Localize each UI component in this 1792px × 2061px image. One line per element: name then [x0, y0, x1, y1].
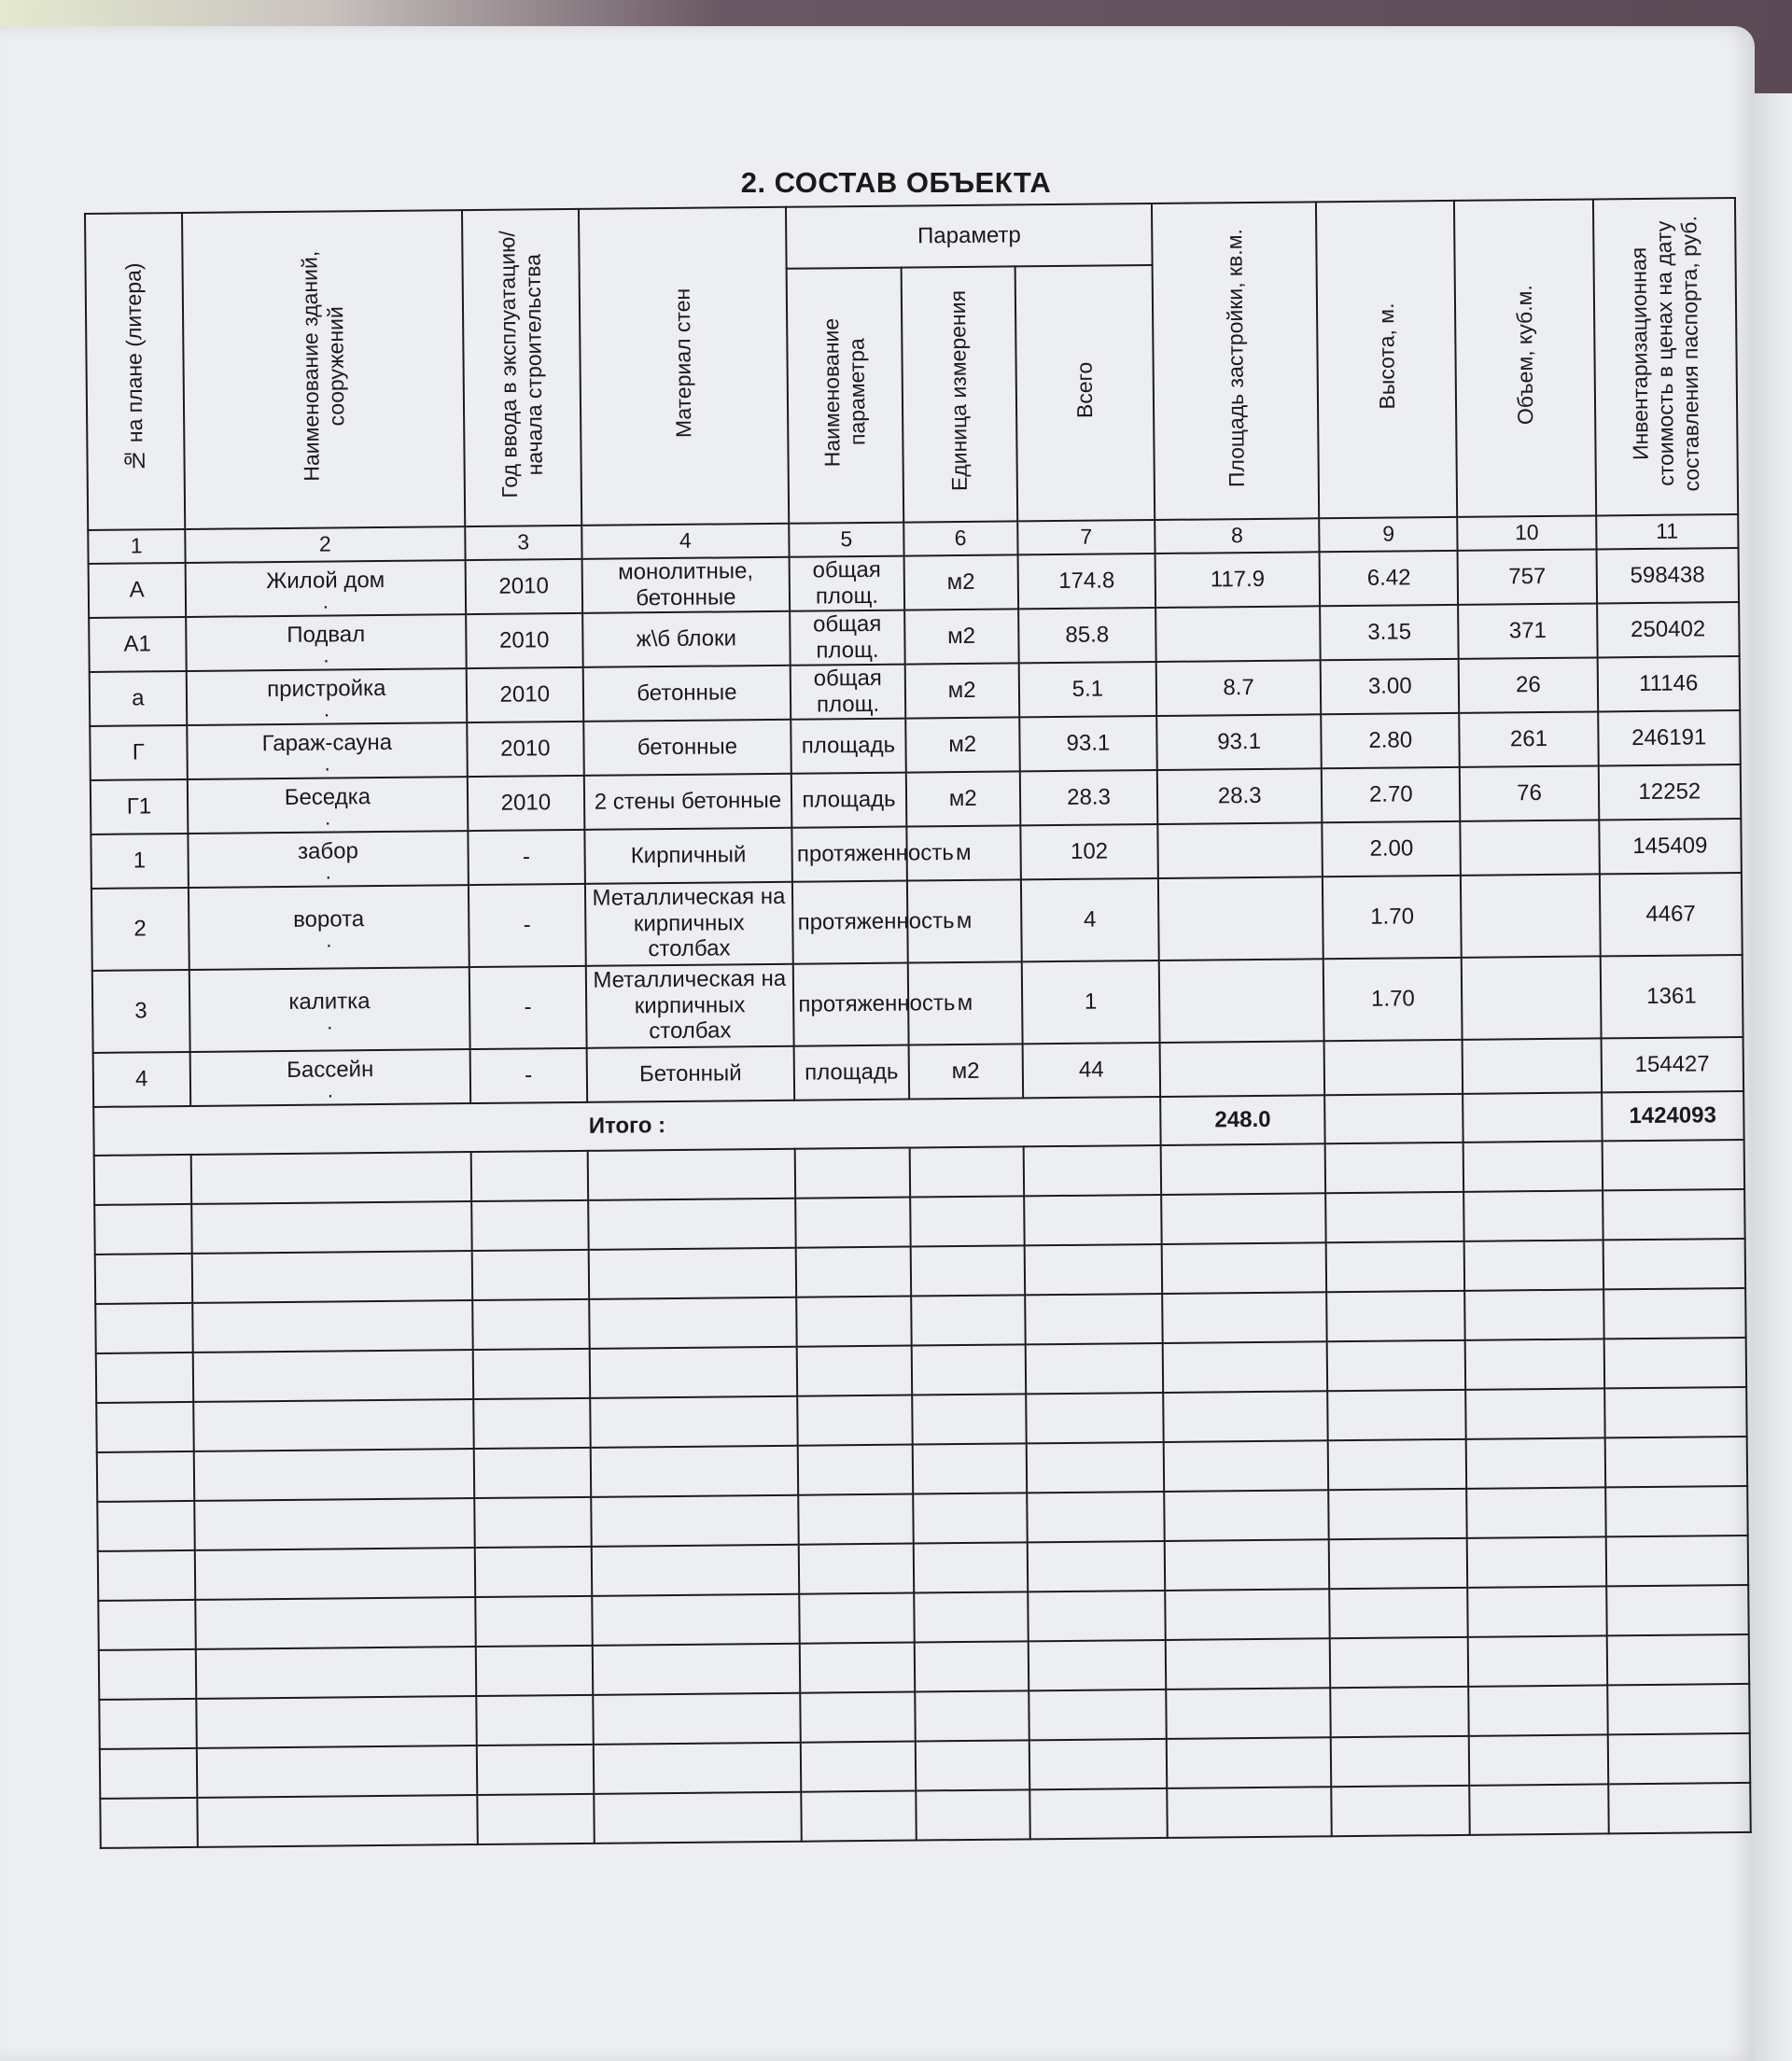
cost-cell: 12252: [1598, 764, 1741, 820]
column-number: 5: [790, 522, 904, 556]
height-cell: 3.00: [1321, 658, 1460, 713]
empty-cell: [588, 1247, 796, 1298]
empty-cell: [590, 1445, 798, 1496]
empty-cell: [1326, 1290, 1465, 1340]
empty-cell: [1166, 1688, 1331, 1739]
empty-cell: [1329, 1537, 1468, 1588]
empty-cell: [1603, 1288, 1746, 1339]
empty-cell: [97, 1451, 194, 1502]
name-cell: забор .: [188, 831, 469, 888]
empty-cell: [798, 1444, 913, 1494]
area-cell: 8.7: [1156, 660, 1322, 716]
building-name: калитка: [288, 988, 371, 1016]
material-cell: Кирпичный: [584, 827, 792, 883]
empty-cell: [1470, 1784, 1609, 1834]
empty-cell: [1167, 1737, 1332, 1788]
table-row: [91, 873, 1743, 971]
unit-cell: м2: [904, 609, 1019, 664]
empty-cell: [912, 1394, 1027, 1444]
header-year: Год ввода в эксплуатацию/начала строительства: [462, 209, 581, 526]
total-cell: 4: [1021, 878, 1159, 961]
empty-cell: [1025, 1294, 1163, 1344]
unit-cell: м2: [903, 554, 1018, 610]
empty-cell: [800, 1592, 915, 1643]
liter-cell: Г: [90, 725, 187, 780]
header-cost: Инвентаризационная стоимость в ценах на дату составления паспорта, руб.: [1593, 198, 1739, 515]
empty-cell: [99, 1649, 196, 1700]
material-cell: бетонные: [582, 665, 791, 721]
empty-cell: [98, 1550, 195, 1601]
empty-cell: [799, 1493, 914, 1544]
empty-cell: [1162, 1242, 1327, 1294]
volume-cell: [1463, 1038, 1602, 1093]
empty-cell: [190, 1152, 471, 1204]
material-cell: Бетонный: [586, 1045, 794, 1101]
empty-cell: [592, 1593, 800, 1645]
unit-cell: м2: [904, 663, 1019, 718]
empty-cell: [94, 1155, 191, 1205]
empty-cell: [1028, 1541, 1166, 1591]
empty-cell: [1326, 1241, 1465, 1291]
cost-cell: 598438: [1596, 548, 1739, 603]
empty-cell: [1027, 1442, 1165, 1493]
total-cell: 93.1: [1019, 716, 1157, 771]
table-body: [89, 548, 1751, 1848]
empty-cell: [472, 1298, 589, 1349]
area-cell: [1159, 959, 1324, 1043]
empty-cell: [94, 1204, 191, 1255]
liter-cell: А1: [89, 617, 186, 672]
liter-cell: А: [89, 563, 186, 618]
empty-cell: [910, 1196, 1025, 1246]
empty-cell: [191, 1251, 472, 1303]
area-cell: [1155, 606, 1321, 662]
empty-cell: [1468, 1586, 1607, 1636]
year-cell: 2010: [467, 666, 583, 722]
empty-cell: [801, 1741, 916, 1791]
building-name: Подвал: [287, 622, 366, 649]
empty-cell: [915, 1740, 1029, 1790]
area-cell: 93.1: [1156, 714, 1322, 770]
volume-cell: 371: [1459, 603, 1598, 658]
material-cell: 2 стены бетонные: [583, 773, 791, 829]
empty-cell: [1603, 1338, 1746, 1388]
empty-cell: [1163, 1341, 1328, 1393]
empty-cell: [1029, 1689, 1167, 1740]
empty-cell: [916, 1789, 1030, 1840]
cost-cell: 11146: [1597, 656, 1740, 711]
area-cell: [1160, 1041, 1325, 1097]
height-cell: 1.70: [1323, 875, 1462, 958]
empty-cell: [195, 1597, 476, 1649]
empty-cell: [591, 1494, 799, 1546]
year-cell: 2010: [466, 558, 582, 613]
height-cell: 2.00: [1323, 820, 1462, 876]
empty-cell: [1603, 1189, 1745, 1240]
column-number: 6: [903, 521, 1018, 555]
building-name: пристройка: [267, 676, 386, 703]
building-name: Жилой дом: [265, 568, 385, 595]
empty-cell: [913, 1542, 1028, 1592]
unit-cell: м2: [905, 717, 1020, 772]
empty-cell: [1166, 1638, 1331, 1689]
unit-cell: м2: [908, 1044, 1023, 1099]
empty-cell: [96, 1353, 193, 1403]
cost-cell: 4467: [1599, 873, 1742, 956]
totals-height: [1324, 1093, 1463, 1143]
empty-cell: [1026, 1393, 1164, 1443]
unit-cell: м2: [905, 771, 1020, 826]
empty-cell: [1328, 1488, 1467, 1538]
volume-cell: [1462, 956, 1601, 1039]
totals-area: 248.0: [1160, 1095, 1325, 1145]
column-number: 3: [465, 525, 581, 559]
liter-cell: 3: [92, 970, 189, 1053]
empty-cell: [915, 1690, 1029, 1741]
empty-cell: [795, 1197, 910, 1247]
empty-cell: [590, 1395, 798, 1447]
empty-cell: [1325, 1191, 1464, 1241]
empty-cell: [592, 1643, 800, 1694]
empty-cell: [474, 1496, 591, 1547]
liter-cell: 1: [91, 834, 188, 889]
header-build-area: Площадь застройки, кв.м.: [1152, 202, 1319, 519]
volume-cell: [1461, 820, 1600, 875]
material-cell: бетонные: [583, 719, 791, 775]
empty-cell: [1325, 1142, 1464, 1192]
empty-cell: [1029, 1739, 1168, 1789]
column-number: 1: [88, 529, 185, 564]
header-param-name: Наименование параметра: [787, 268, 903, 524]
page-title: 2. СОСТАВ ОБЪЕКТА: [740, 166, 1052, 199]
header-height: Высота, м.: [1316, 201, 1457, 518]
empty-cell: [1463, 1141, 1603, 1191]
empty-cell: [800, 1642, 915, 1692]
empty-cell: [1165, 1589, 1330, 1640]
object-composition-table: [84, 197, 1752, 1849]
empty-cell: [473, 1397, 590, 1448]
empty-cell: [1331, 1785, 1470, 1835]
empty-cell: [1164, 1440, 1329, 1492]
total-cell: 28.3: [1020, 770, 1158, 825]
empty-cell: [99, 1699, 196, 1749]
area-cell: [1157, 822, 1323, 878]
empty-cell: [1467, 1487, 1606, 1537]
name-cell: Беседка .: [187, 777, 468, 834]
empty-cell: [796, 1246, 911, 1297]
area-cell: [1158, 876, 1323, 960]
empty-cell: [471, 1199, 588, 1250]
area-cell: 117.9: [1155, 552, 1321, 608]
empty-cell: [194, 1498, 475, 1550]
totals-cost: 1424093: [1602, 1091, 1744, 1141]
empty-cell: [1606, 1634, 1749, 1685]
empty-cell: [1330, 1636, 1469, 1687]
param-cell: общая площ.: [791, 664, 905, 719]
empty-cell: [1164, 1490, 1329, 1541]
param-cell: протяженность: [792, 880, 907, 963]
empty-cell: [593, 1742, 801, 1793]
empty-cell: [1327, 1389, 1466, 1439]
empty-cell: [1027, 1492, 1165, 1542]
empty-cell: [1024, 1195, 1162, 1245]
param-cell: общая площ.: [790, 555, 904, 610]
empty-cell: [1464, 1240, 1603, 1290]
empty-cell: [801, 1691, 916, 1742]
empty-cell: [474, 1447, 591, 1497]
empty-cell: [914, 1591, 1029, 1642]
empty-cell: [475, 1546, 592, 1596]
empty-cell: [910, 1245, 1025, 1296]
empty-cell: [472, 1249, 589, 1299]
empty-cell: [1607, 1733, 1750, 1784]
empty-cell: [194, 1548, 475, 1600]
empty-cell: [1329, 1587, 1468, 1637]
empty-cell: [98, 1600, 195, 1650]
volume-cell: 757: [1458, 549, 1597, 604]
empty-cell: [1603, 1239, 1745, 1289]
empty-cell: [797, 1345, 912, 1395]
building-name: забор: [297, 838, 358, 864]
year-cell: 2010: [466, 612, 582, 667]
empty-cell: [195, 1647, 476, 1699]
name-cell: Бассейн .: [189, 1049, 470, 1106]
header-liter: № на плане (литера): [85, 213, 185, 530]
empty-cell: [1464, 1190, 1603, 1241]
param-cell: общая площ.: [790, 610, 904, 665]
empty-cell: [1465, 1339, 1604, 1389]
empty-cell: [1029, 1788, 1168, 1839]
height-cell: 3.15: [1320, 604, 1459, 659]
year-cell: -: [469, 965, 586, 1048]
empty-cell: [802, 1790, 917, 1841]
empty-cell: [1025, 1244, 1163, 1295]
header-total: Всего: [1015, 265, 1155, 521]
volume-cell: [1461, 874, 1600, 957]
param-cell: площадь: [791, 772, 906, 827]
empty-cell: [1604, 1437, 1747, 1487]
header-row-top: [85, 198, 1736, 275]
name-cell: пристройка .: [186, 668, 467, 725]
total-cell: 5.1: [1019, 662, 1157, 717]
volume-cell: 261: [1460, 711, 1599, 766]
total-cell: 1: [1022, 960, 1160, 1044]
empty-cell: [192, 1350, 473, 1402]
empty-cell: [591, 1544, 799, 1595]
empty-cell: [1468, 1635, 1607, 1686]
empty-cell: [100, 1798, 197, 1848]
empty-cell: [914, 1641, 1029, 1691]
empty-cell: [588, 1198, 796, 1249]
column-number: 11: [1596, 514, 1739, 549]
cost-cell: 250402: [1597, 602, 1740, 657]
empty-cell: [1330, 1686, 1469, 1736]
empty-cell: [1467, 1536, 1606, 1587]
cost-cell: 154427: [1601, 1037, 1743, 1092]
empty-cell: [1328, 1438, 1467, 1489]
material-cell: Металлическая на кирпичных столбах: [585, 963, 794, 1047]
cost-cell: 145409: [1599, 819, 1742, 874]
building-name: ворота: [292, 906, 365, 932]
header-unit: Единица измерения: [901, 266, 1017, 522]
empty-cell: [95, 1303, 192, 1353]
param-cell: протяженность: [792, 826, 907, 881]
empty-cell: [97, 1501, 194, 1551]
empty-cell: [1605, 1535, 1748, 1586]
page-stack-edge: [1755, 93, 1792, 2061]
height-cell: 2.80: [1321, 712, 1460, 767]
area-cell: 28.3: [1157, 768, 1323, 824]
empty-cell: [913, 1493, 1028, 1543]
volume-cell: 76: [1460, 765, 1599, 820]
total-cell: 102: [1020, 824, 1158, 879]
column-number: 8: [1155, 518, 1320, 554]
empty-cell: [1606, 1585, 1749, 1635]
name-cell: калитка .: [189, 967, 469, 1052]
empty-cell: [1161, 1193, 1326, 1244]
total-cell: 44: [1022, 1043, 1160, 1098]
header-parameter-group: Параметр: [786, 203, 1152, 269]
building-name: Бассейн: [287, 1057, 374, 1084]
total-cell: 174.8: [1017, 554, 1155, 609]
unit-cell: м: [907, 961, 1022, 1045]
empty-cell: [196, 1746, 477, 1798]
empty-cell: [1163, 1391, 1328, 1442]
unit-cell: м: [906, 879, 1021, 962]
empty-cell: [1604, 1387, 1747, 1437]
year-cell: -: [470, 1047, 587, 1102]
empty-cell: [1469, 1685, 1608, 1735]
empty-cell: [587, 1148, 795, 1199]
cost-cell: 246191: [1598, 710, 1741, 765]
param-cell: площадь: [794, 1045, 909, 1100]
header-name: Наименование зданий, сооружений: [182, 210, 466, 528]
name-cell: ворота .: [189, 885, 469, 970]
empty-cell: [1331, 1735, 1470, 1786]
empty-cell: [96, 1402, 193, 1452]
liter-cell: 4: [93, 1052, 190, 1107]
height-cell: 6.42: [1320, 550, 1459, 605]
material-cell: монолитные, бетонные: [581, 556, 790, 612]
unit-cell: м: [906, 825, 1021, 880]
empty-cell: [1607, 1684, 1750, 1734]
empty-cell: [1024, 1145, 1162, 1196]
cost-cell: 1361: [1600, 955, 1743, 1038]
empty-cell: [473, 1348, 590, 1398]
empty-cell: [476, 1694, 593, 1745]
building-name: Гараж-сауна: [261, 729, 393, 757]
year-cell: -: [469, 883, 585, 966]
empty-cell: [1162, 1292, 1327, 1343]
column-number: 10: [1458, 515, 1597, 550]
height-cell: 2.70: [1322, 766, 1461, 821]
empty-cell: [1327, 1339, 1466, 1390]
param-cell: площадь: [791, 718, 906, 773]
empty-cell: [476, 1645, 593, 1695]
liter-cell: а: [90, 671, 187, 726]
empty-cell: [1029, 1640, 1167, 1690]
material-cell: ж\б блоки: [582, 610, 791, 666]
column-number: 7: [1017, 520, 1155, 554]
empty-cell: [593, 1692, 801, 1744]
empty-cell: [909, 1146, 1024, 1197]
empty-cell: [1605, 1486, 1748, 1536]
header-volume: Объем, куб.м.: [1454, 199, 1595, 516]
name-cell: Гараж-сауна .: [187, 722, 468, 779]
empty-cell: [100, 1748, 197, 1799]
empty-cell: [192, 1300, 473, 1353]
empty-cell: [797, 1395, 912, 1445]
empty-cell: [911, 1295, 1026, 1345]
empty-cell: [1026, 1343, 1164, 1394]
name-cell: Подвал .: [186, 614, 467, 671]
empty-cell: [1465, 1289, 1604, 1339]
totals-label: Итого :: [93, 1097, 1160, 1156]
empty-cell: [193, 1399, 474, 1451]
empty-cell: [1161, 1143, 1326, 1195]
empty-cell: [795, 1147, 910, 1198]
empty-cell: [799, 1543, 914, 1593]
year-cell: -: [469, 829, 585, 884]
empty-cell: [191, 1201, 472, 1254]
empty-cell: [796, 1296, 911, 1346]
empty-cell: [95, 1254, 192, 1304]
liter-cell: 2: [91, 888, 189, 971]
building-name: Беседка: [284, 784, 371, 811]
height-cell: [1324, 1039, 1463, 1094]
empty-cell: [1165, 1539, 1330, 1591]
empty-cell: [594, 1791, 802, 1843]
empty-cell: [477, 1744, 594, 1794]
name-cell: Жилой дом .: [185, 560, 466, 617]
empty-cell: [477, 1793, 594, 1844]
empty-cell: [1466, 1437, 1605, 1488]
year-cell: 2010: [468, 775, 584, 830]
empty-cell: [1167, 1787, 1332, 1838]
table-row: [92, 955, 1743, 1053]
empty-cell: [912, 1443, 1027, 1493]
empty-cell: [589, 1346, 797, 1397]
liter-cell: Г1: [91, 779, 188, 834]
column-number: 4: [581, 523, 790, 558]
empty-cell: [197, 1795, 478, 1847]
column-number: 2: [185, 526, 466, 563]
material-cell: Металлическая на кирпичных столбах: [584, 881, 793, 965]
empty-cell: [193, 1449, 474, 1501]
year-cell: 2010: [467, 721, 583, 776]
empty-cell: [1028, 1591, 1166, 1641]
empty-cell: [1608, 1783, 1751, 1833]
param-cell: протяженность: [793, 962, 908, 1045]
empty-cell: [1602, 1140, 1744, 1190]
column-number: 9: [1319, 516, 1458, 551]
height-cell: 1.70: [1323, 957, 1463, 1040]
total-cell: 85.8: [1018, 608, 1156, 663]
empty-cell: [589, 1297, 797, 1348]
volume-cell: 26: [1459, 657, 1598, 712]
empty-cell: [911, 1344, 1026, 1395]
empty-cell: [1466, 1388, 1605, 1438]
empty-cell: [196, 1696, 477, 1748]
header-material: Материал стен: [578, 207, 789, 526]
totals-volume: [1463, 1092, 1603, 1142]
empty-cell: [475, 1595, 592, 1646]
empty-cell: [471, 1150, 588, 1200]
empty-cell: [1469, 1734, 1608, 1785]
